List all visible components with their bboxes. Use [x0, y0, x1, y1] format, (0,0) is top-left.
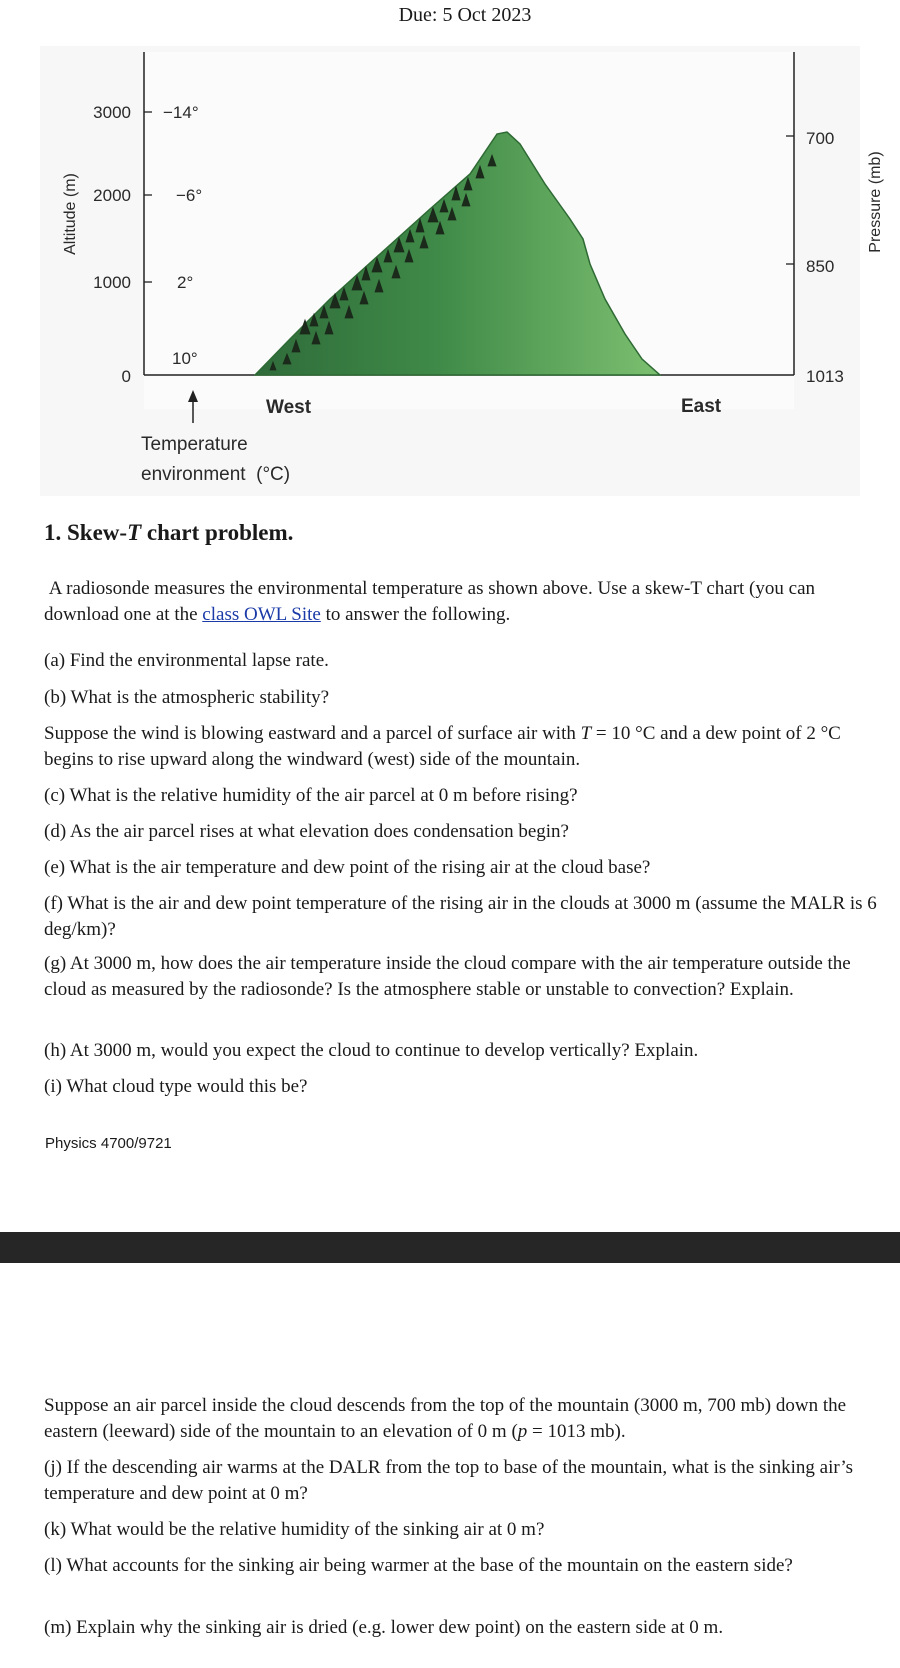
altitude-tick-label: 2000: [93, 186, 131, 205]
question-f: (f) What is the air and dew point temperature of the rising air in the clouds at 3000 m (assume the MALR is 6 deg/km)?: [44, 893, 877, 940]
pressure-tick-label: 1013: [806, 367, 844, 386]
mountain-figure: [0, 34, 900, 504]
question-g: (g) At 3000 m, how does the air temperature inside the cloud compare with the air temperature outside the cloud as measured by the radiosonde? Is the atmosphere stable or unstable to convection? Explain.: [44, 953, 851, 1000]
scenario2-text-end: = 1013 mb).: [527, 1421, 626, 1442]
question-b: (b) What is the atmospheric stability?: [44, 687, 330, 708]
due-date: Due: 5 Oct 2023: [398, 4, 532, 26]
scenario-rising: [44, 721, 894, 773]
question-e: (e) What is the air temperature and dew point of the rising air at the cloud base?: [44, 857, 651, 878]
question-i: (i) What cloud type would this be?: [44, 1076, 308, 1097]
scenario-descending: [44, 1393, 894, 1445]
question-m: (m) Explain why the sinking air is dried (e.g. lower dew point) on the eastern side at 0 m.: [44, 1617, 724, 1638]
scenario-text: Suppose the wind is blowing eastward and a parcel of surface air with: [44, 723, 581, 744]
temperature-caption-line1: Temperature: [141, 434, 248, 455]
west-label: West: [266, 397, 312, 418]
temperature-label: 2°: [177, 273, 194, 292]
temperature-variable: T: [580, 723, 592, 744]
temperature-label: −14°: [163, 103, 199, 122]
temperature-caption-line2: environment (°C): [141, 464, 291, 485]
scenario2-text: Suppose an air parcel inside the cloud descends from the top of the mountain (3000 m, 700 mb) down the eastern (leeward) side of the mountain to an elevation of 0 m (: [44, 1395, 847, 1442]
question-d: (d) As the air parcel rises at what elevation does condensation begin?: [44, 821, 569, 842]
question-c: (c) What is the relative humidity of the air parcel at 0 m before rising?: [44, 785, 578, 806]
altitude-tick-label: 3000: [93, 103, 131, 122]
east-label: East: [681, 396, 722, 417]
question-j: (j) If the descending air warms at the DALR from the top to base of the mountain, what is the sinking air’s temperature and dew point at 0 m?: [44, 1457, 854, 1504]
temperature-label: −6°: [176, 186, 203, 205]
question-k: (k) What would be the relative humidity of the sinking air at 0 m?: [44, 1519, 545, 1540]
owl-site-link[interactable]: class OWL Site: [202, 604, 321, 625]
pressure-axis-label: Pressure (mb): [867, 151, 884, 253]
pressure-tick-label: 850: [806, 257, 835, 276]
problem-title: 1. Skew-T chart problem.: [44, 520, 294, 545]
intro-text-end: to answer the following.: [320, 604, 511, 625]
temperature-label: 10°: [172, 349, 198, 368]
pressure-tick-label: 700: [806, 129, 835, 148]
altitude-tick-label: 0: [121, 367, 131, 386]
altitude-tick-label: 1000: [93, 273, 131, 292]
intro-text: A radiosonde measures the environmental temperature as shown above. Use a skew-T chart (you can download one at the: [44, 578, 816, 625]
page-divider: [0, 1232, 900, 1263]
pressure-variable: p: [517, 1421, 528, 1442]
scenario-text-end: = 10 °C and a dew point of 2 °C begins to rise upward along the windward (west) side of the mountain.: [44, 723, 841, 770]
question-l: (l) What accounts for the sinking air being warmer at the base of the mountain on the eastern side?: [44, 1555, 793, 1576]
question-h: (h) At 3000 m, would you expect the cloud to continue to develop vertically? Explain.: [44, 1040, 699, 1061]
problem-intro: [44, 576, 894, 628]
question-a: (a) Find the environmental lapse rate.: [44, 650, 329, 671]
altitude-axis-label: Altitude (m): [62, 173, 79, 255]
course-footer: Physics 4700/9721: [45, 1135, 172, 1152]
